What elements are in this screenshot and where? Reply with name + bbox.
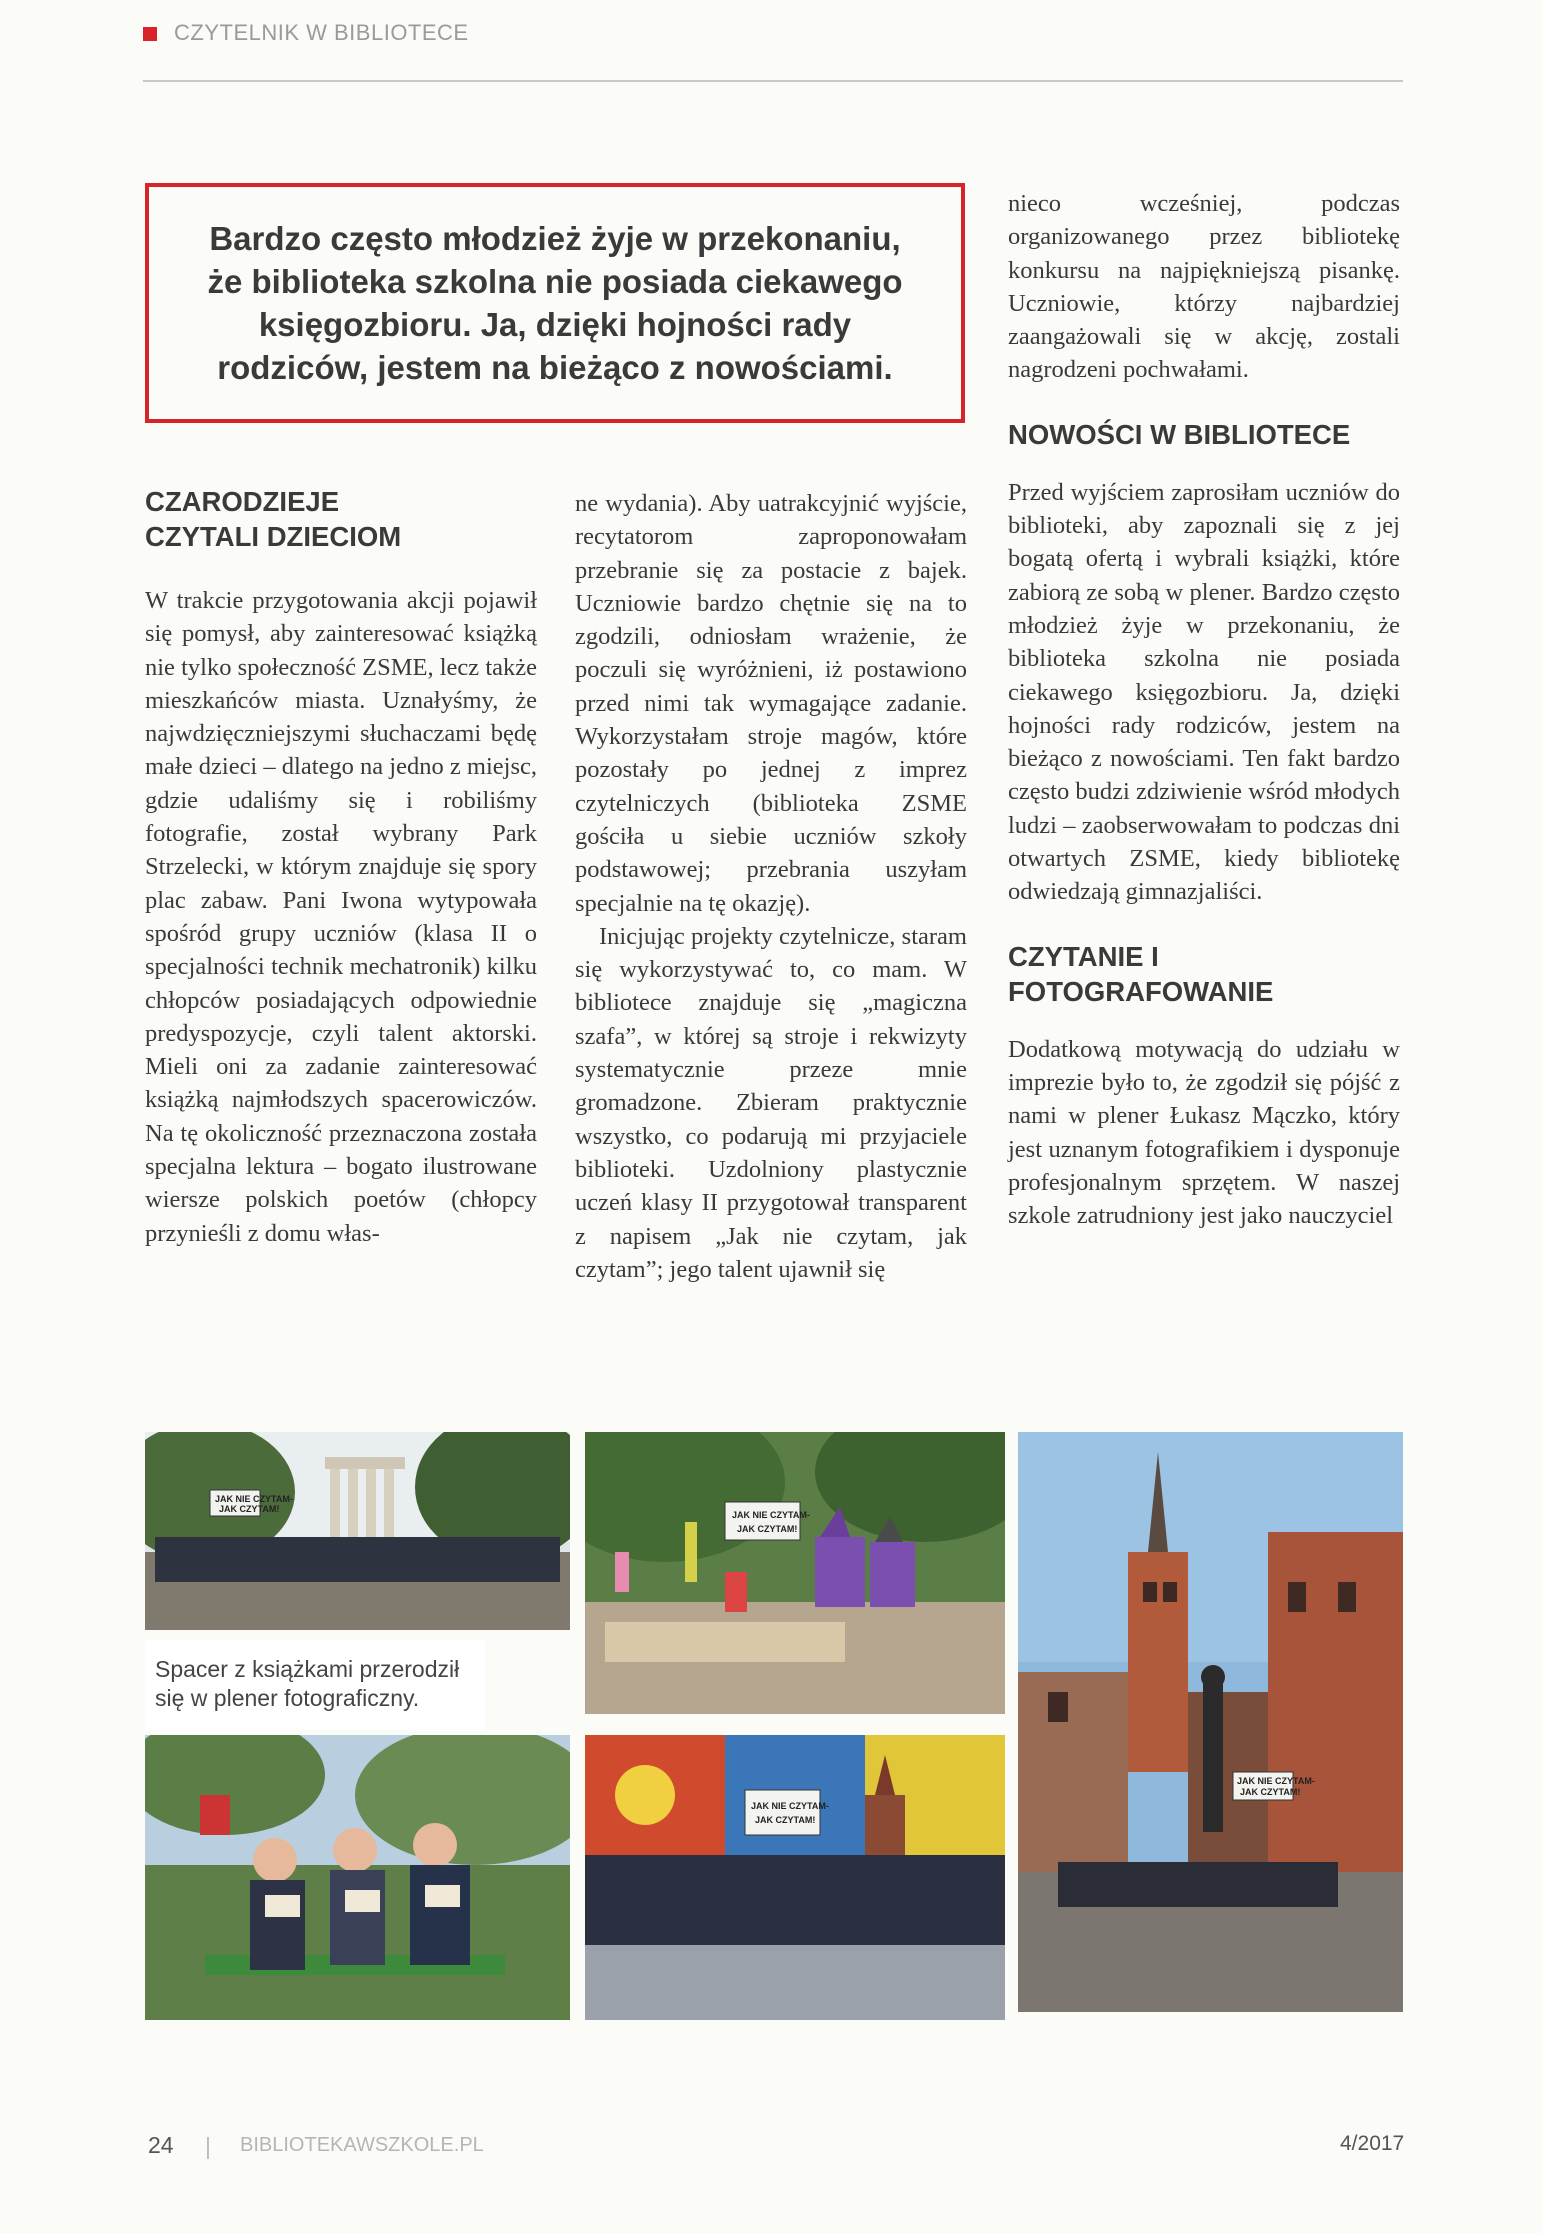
photo-caption: Spacer z książkami przerodził się w plener fotograficzny. [155,1656,460,1711]
paragraph: nieco wcześniej, podczas organizowanego przez bibliotekę konkursu na najpiękniejszą pisankę. Uczniowie, którzy najbardziej zaangażowali się w akcję, zostali nagrodzeni pochwałami. [1008,190,1400,384]
paragraph: Inicjując projekty czytelnicze, staram się wykorzystywać to, co mam. W bibliotece znajduje się „magiczna szafa”, w której są stroje i rekwizyty systematycznie przeze mnie gromadzone. Zbieram praktycznie wszystko, co podarują mi przyjaciele biblioteki. Uzdolniony plastycznie uczeń klasy II przygotował transparent z napisem „Jak nie czytam, jak czytam”; jego talent ujawnił się [575,922,967,1283]
banner-text: JAK NIE CZYTAM- [1237,1776,1315,1786]
banner-text: JAK CZYTAM! [219,1504,280,1514]
article-column-1 [145,484,537,1250]
section-heading-czytanie: CZYTANIE I FOTOGRAFOWANIE [1008,940,1274,1007]
photo-graffiti-wall [585,1735,1005,2020]
section-marker [143,27,157,41]
photo-boys-reading [145,1735,570,2020]
article-column-3 [1008,187,1400,1232]
paragraph: Przed wyjściem zaprosiłam uczniów do biblioteki, aby zapoznali się z jej bogatą ofertą i wybrali książki, które zabiorą ze sobą w plener. Bardzo często młodzież żyje w przekonaniu, że biblioteka szkolna nie posiada ciekawego księgozbioru. Ja, dzięki hojności rady rodziców, jestem na bieżąco z nowościami. Ten fakt bardzo często budzi zdziwienie wśród młodych ludzi – zaobserwowałam to podczas dni otwartych ZSME, kiedy bibliotekę odwiedzają gimnazjaliści. [1008,478,1400,906]
banner-text: JAK NIE CZYTAM- [732,1510,810,1520]
pull-quote-box [145,183,965,423]
section-heading-nowosci: NOWOŚCI W BIBLIOTECE [1008,418,1351,450]
page-number: 24 [148,2132,174,2158]
header-divider [143,80,1403,82]
paragraph: Dodatkową motywacją do udziału w imprezie było to, że zgodził się pójść z nami w plener Łukasz Mączko, który jest uznanym fotografikiem i dysponuje profesjonalnym sprzętem. W naszej szkole zatrudniony jest jako nauczyciel [1008,1035,1400,1230]
photo-group-colonnade [145,1432,570,1630]
footer-site-name: BIBLIOTEKAWSZKOLE.PL [240,2134,484,2156]
paragraph: ne wydania). Aby uatrakcyjnić wyjście, recytatorom zaproponowałam przebranie się za postacie z bajek. Uczniowie bardzo chętnie się na to zgodzili, odniosłam wrażenie, że poczuli się wyróżnieni, iż postawiono przed nimi tak wymagające zadanie. Wykorzystałam stroje magów, które pozostały po jednej z imprez czytelniczych (biblioteka ZSME gościła u siebie uczniów szkoły podstawowej; przebrania uszyłam specjalnie na tę okazję). [575,490,967,917]
photo-wizards-reading [585,1432,1005,1714]
section-heading-czarodzieje: CZARODZIEJE CZYTALI DZIECIOM [145,486,402,552]
article-column-2 [575,487,967,1286]
photo-town-tower [1018,1432,1403,2012]
pull-quote-text: Bardzo często młodzież żyje w przekonaniu, że biblioteka szkolna nie posiada ciekawego księgozbioru. Ja, dzięki hojności rady rodziców, jestem na bieżąco z nowościami. [207,220,903,386]
banner-text: JAK CZYTAM! [1240,1787,1301,1797]
paragraph: W trakcie przygotowania akcji pojawił się pomysł, aby zainteresować książką nie tylko społeczność ZSME, lecz także mieszkańców miasta. Uznałyśmy, że najwdzięczniejszymi słuchaczami będę małe dzieci – dlatego na jedno z miejsc, gdzie udaliśmy się i robiliśmy fotografie, został wybrany Park Strzelecki, w którym znajduje się spory plac zabaw. Pani Iwona wytypowała spośród grupy uczniów (klasa II o specjalności technik mechatronik) kilku chłopców posiadających odpowiednie predyspozycje, czyli talent aktorski. Mieli oni za zadanie zainteresować książką najmłodszych spacerowiczów. Na tę okoliczność przeznaczona została specjalna lektura – bogato ilustrowane wiersze polskich poetów (chłopcy przynieśli z domu włas- [145,587,537,1247]
footer-separator: | [205,2133,211,2159]
banner-text: JAK CZYTAM! [737,1524,798,1534]
banner-text: JAK NIE CZYTAM- [751,1801,829,1811]
banner-text: JAK NIE CZYTAM- [215,1494,293,1504]
banner-text: JAK CZYTAM! [755,1815,816,1825]
section-label: CZYTELNIK W BIBLIOTECE [174,20,469,45]
issue-number: 4/2017 [1340,2132,1405,2155]
